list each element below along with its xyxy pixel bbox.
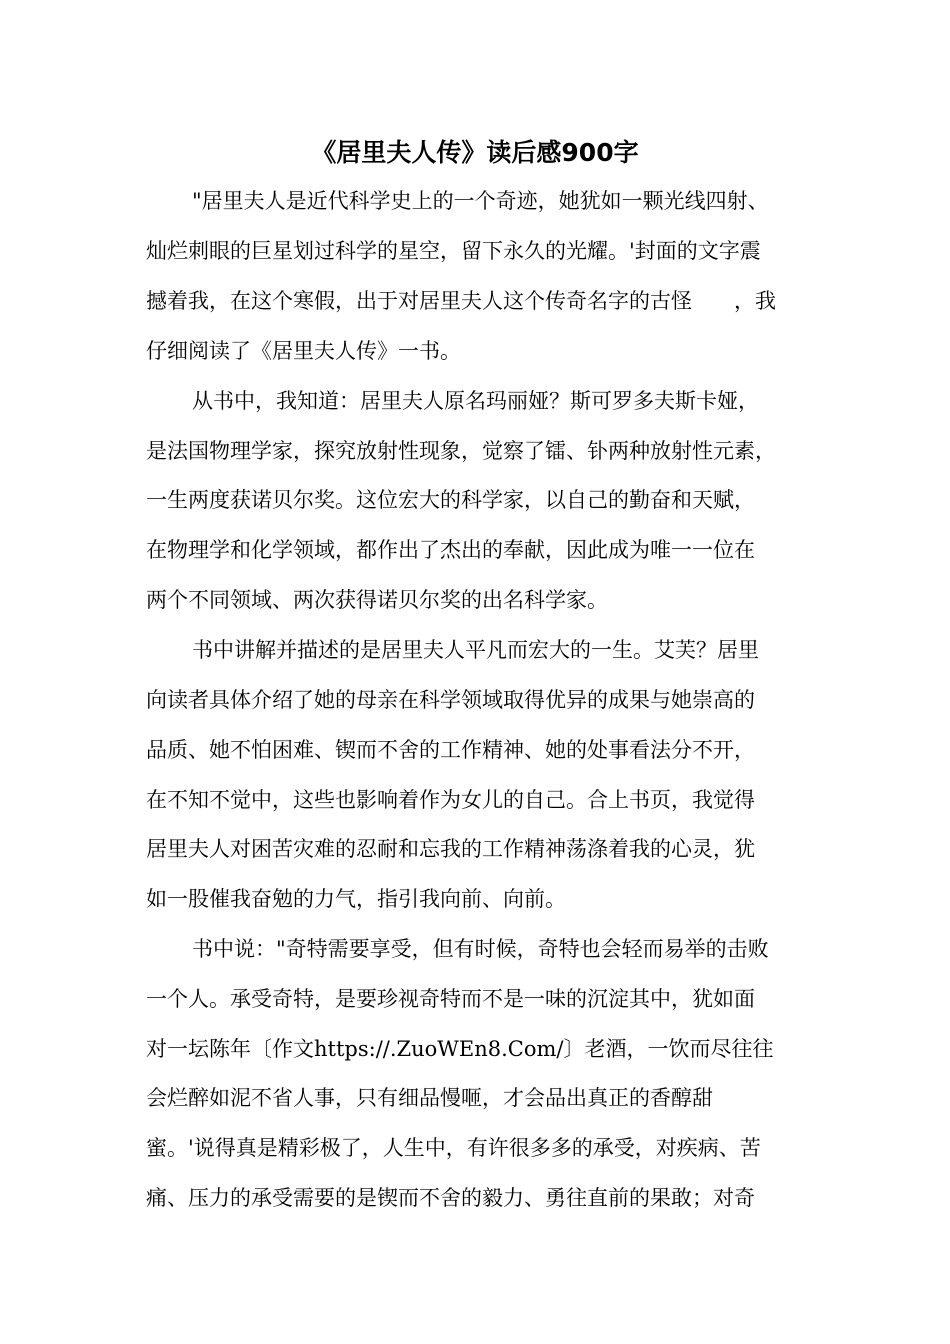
text-line: 向读者具体介绍了她的母亲在科学领域取得优异的成果与她崇高的 xyxy=(146,688,755,712)
text-line: 是法国物理学家，探究放射性现象，觉察了镭、钋两种放射性元素， xyxy=(146,439,776,463)
text-line: 撼着我，在这个寒假，出于对居里夫人这个传奇名字的古怪 ，我 xyxy=(146,289,776,313)
text-line: 对一坛陈年〔作文https://.ZuoWEn8.Com/〕老酒，一饮而尽往往 xyxy=(146,1037,774,1061)
text-line: 两个不同领域、两次获得诺贝尔奖的出名科学家。 xyxy=(146,588,608,612)
text-line: 会烂醉如泥不省人事，只有细品慢咂，才会品出真正的香醇甜 xyxy=(146,1086,713,1110)
text-line: 品质、她不怕困难、锲而不舍的工作精神、她的处事看法分不开， xyxy=(146,738,755,762)
text-line: 痛、压力的承受需要的是锲而不舍的毅力、勇往直前的果敢；对奇 xyxy=(146,1186,755,1210)
text-line: 仔细阅读了《居里夫人传》一书。 xyxy=(146,339,461,363)
text-line: 蜜。'说得真是精彩极了，人生中，有许很多多的承受，对疾病、苦 xyxy=(146,1136,761,1160)
text-line: 从书中，我知道：居里夫人原名玛丽娅？斯可罗多夫斯卡娅， xyxy=(192,389,759,413)
text-line: 在不知不觉中，这些也影响着作为女儿的自己。合上书页，我觉得 xyxy=(146,788,755,812)
text-line: 一生两度获诺贝尔奖。这位宏大的科学家，以自己的勤奋和天赋， xyxy=(146,488,755,512)
text-line: "居里夫人是近代科学史上的一个奇迹，她犹如一颗光线四射、 xyxy=(192,189,769,213)
text-line: 书中说："奇特需要享受，但有时候，奇特也会轻而易举的击败 xyxy=(192,937,769,961)
text-line: 居里夫人对困苦灾难的忍耐和忘我的工作精神荡涤着我的心灵，犹 xyxy=(146,837,755,861)
document-title: 《居里夫人传》读后感900字 xyxy=(311,138,639,167)
text-line: 灿烂刺眼的巨星划过科学的星空，留下永久的光耀。'封面的文字震 xyxy=(146,239,761,263)
text-line: 一个人。承受奇特，是要珍视奇特而不是一味的沉淀其中，犹如面 xyxy=(146,987,755,1011)
text-line: 在物理学和化学领域，都作出了杰出的奉献，因此成为唯一一位在 xyxy=(146,538,755,562)
text-line: 书中讲解并描述的是居里夫人平凡而宏大的一生。艾芙？居里 xyxy=(192,638,759,662)
text-line: 如一股催我奋勉的力气，指引我向前、向前。 xyxy=(146,887,566,911)
